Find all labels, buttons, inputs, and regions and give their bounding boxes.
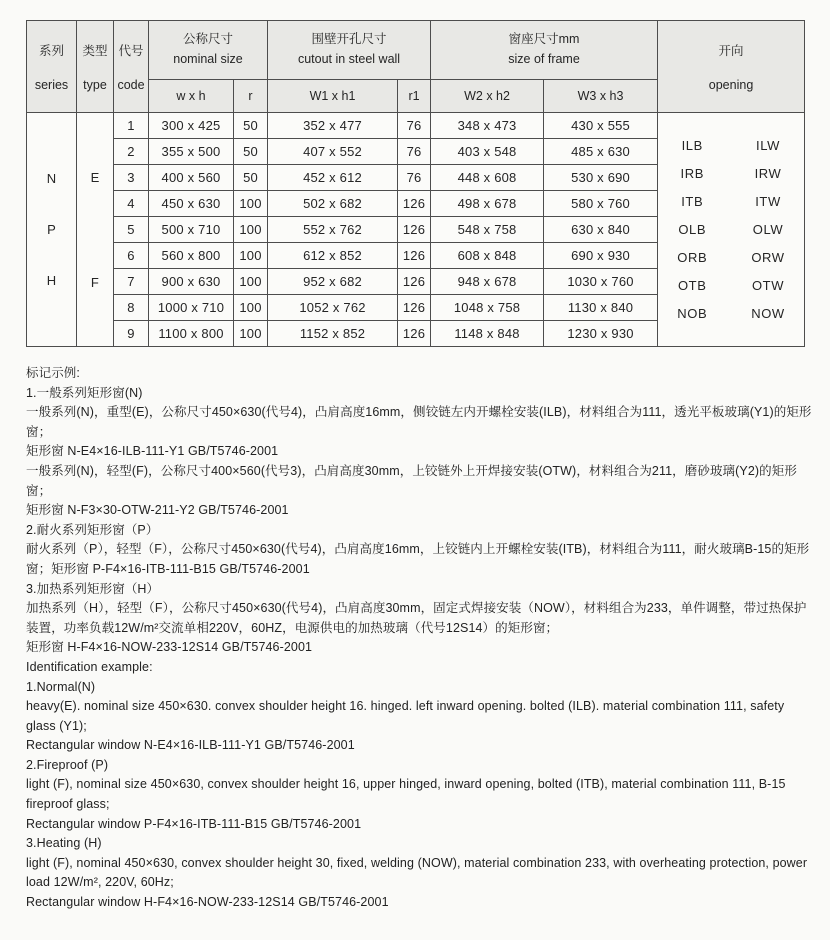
cell-cutout-r1: 76	[398, 165, 431, 191]
cell-code: 1	[114, 113, 149, 139]
cell-cutout-r1: 126	[398, 321, 431, 347]
note-line: Identification example:	[26, 659, 153, 674]
cell-frame-w2h2: 448 x 608	[431, 165, 544, 191]
cell-nominal-r: 50	[234, 165, 268, 191]
opening-code: ORW	[751, 250, 785, 265]
cell-cutout-w1h1: 552 x 762	[268, 217, 398, 243]
header-cutout-en: cutout in steel wall	[297, 51, 401, 66]
subheader-r: r	[234, 79, 268, 112]
cell-frame-w2h2: 548 x 758	[431, 217, 544, 243]
cell-frame-w3h3: 580 x 760	[544, 191, 658, 217]
cell-code: 8	[114, 295, 149, 321]
cell-cutout-w1h1: 1052 x 762	[268, 295, 398, 321]
cell-nominal-r: 100	[234, 321, 268, 347]
cell-cutout-w1h1: 612 x 852	[268, 243, 398, 269]
cell-cutout-r1: 126	[398, 243, 431, 269]
cell-frame-w2h2: 948 x 678	[431, 269, 544, 295]
header-type-zh: 类型	[82, 43, 108, 58]
note-line: 3.加热系列矩形窗（H）	[26, 581, 160, 596]
note-line: 加热系列（H），轻型（F），公称尺寸450×630(代号4)，凸肩高度30mm，固定式焊接安装（NOW），材料组合为233，单件调整，带过热保护装置，功率负载12W/m²交流单相220V，60HZ，电源供电的加热玻璃（代号12S14）的矩形窗；	[26, 601, 807, 635]
cell-nominal-r: 50	[234, 139, 268, 165]
cell-frame-w3h3: 485 x 630	[544, 139, 658, 165]
cell-frame-w2h2: 1048 x 758	[431, 295, 544, 321]
cell-frame-w3h3: 690 x 930	[544, 243, 658, 269]
cell-code: 3	[114, 165, 149, 191]
type-letter: F	[90, 274, 100, 290]
cell-nominal-r: 100	[234, 295, 268, 321]
cell-frame-w3h3: 530 x 690	[544, 165, 658, 191]
opening-code: NOW	[751, 306, 785, 321]
cell-frame-w2h2: 608 x 848	[431, 243, 544, 269]
opening-code: ITB	[681, 194, 704, 209]
cell-nominal-r: 100	[234, 269, 268, 295]
note-line: Rectangular window N-E4×16-ILB-111-Y1 GB/T5746-2001	[26, 738, 355, 753]
note-line: Rectangular window H-F4×16-NOW-233-12S14 GB/T5746-2001	[26, 895, 389, 910]
note-line: 矩形窗 N-E4×16-ILB-111-Y1 GB/T5746-2001	[26, 444, 279, 459]
header-type-en: type	[83, 78, 107, 93]
type-letter: E	[90, 169, 100, 185]
note-line: 1.一般系列矩形窗(N)	[26, 385, 143, 400]
header-frame-zh: 窗座尺寸mm	[508, 32, 580, 47]
opening-code: ILB	[681, 138, 703, 153]
header-series-en: series	[34, 78, 69, 93]
note-line: 耐火系列（P），轻型（F），公称尺寸450×630(代号4)，凸肩高度16mm，上铰链内上开螺栓安装(ITB)，材料组合为111，耐火玻璃B-15的矩形窗；矩形窗 P-F4×16-ITB-111-B15 GB/T5746-2001	[26, 542, 810, 576]
spec-table	[26, 20, 805, 347]
cell-nominal-wxh: 500 x 710	[149, 217, 234, 243]
header-code-zh: 代号	[118, 43, 144, 58]
note-line: 标记示例:	[26, 366, 80, 380]
cell-nominal-wxh: 1100 x 800	[149, 321, 234, 347]
note-line: 3.Heating (H)	[26, 836, 102, 851]
note-line: light (F), nominal 450×630, convex shoulder height 30, fixed, welding (NOW), material combination 233, with overheating protection, power load 12W/m², 220V, 60Hz;	[26, 855, 808, 890]
note-line: light (F), nominal size 450×630, convex shoulder height 16, upper hinged, inward opening, bolted (ITB), material combination 111, B-15 fireproof glass;	[26, 777, 786, 812]
header-series-zh: 系列	[38, 43, 64, 58]
header-nominal-zh: 公称尺寸	[183, 32, 234, 47]
cell-frame-w3h3: 430 x 555	[544, 113, 658, 139]
note-line: 2.耐火系列矩形窗（P）	[26, 522, 159, 537]
cell-nominal-wxh: 300 x 425	[149, 113, 234, 139]
spec-table-header	[27, 21, 805, 113]
note-line: heavy(E). nominal size 450×630. convex shoulder height 16. hinged. left inward opening. bolted (ILB). material combination 111, safety glass (Y1);	[26, 699, 785, 733]
cell-cutout-r1: 126	[398, 217, 431, 243]
opening-code: ILW	[756, 138, 780, 153]
cell-cutout-r1: 126	[398, 295, 431, 321]
cell-nominal-wxh: 1000 x 710	[149, 295, 234, 321]
cell-code: 5	[114, 217, 149, 243]
series-letter: H	[46, 273, 57, 288]
note-line: 2.Fireproof (P)	[26, 757, 109, 772]
header-series	[27, 21, 77, 113]
opening-code: OTB	[677, 278, 707, 293]
header-nominal-size	[149, 21, 268, 80]
subheader-w2h2: W2 x h2	[431, 79, 544, 112]
note-line: 一般系列(N)，轻型(F)，公称尺寸400×560(代号3)，凸肩高度30mm，上铰链外上开焊接安装(OTW)，材料组合为211，磨砂玻璃(Y2)的矩形窗；	[26, 463, 797, 498]
opening-code: OTW	[751, 278, 785, 293]
subheader-w3h3: W3 x h3	[544, 79, 658, 112]
header-opening	[658, 21, 805, 113]
series-letter: N	[46, 171, 57, 186]
cell-nominal-r: 100	[234, 191, 268, 217]
cell-code: 4	[114, 191, 149, 217]
cell-nominal-r: 100	[234, 243, 268, 269]
series-cell	[27, 113, 77, 347]
cell-frame-w3h3: 630 x 840	[544, 217, 658, 243]
cell-cutout-w1h1: 452 x 612	[268, 165, 398, 191]
cell-cutout-w1h1: 407 x 552	[268, 139, 398, 165]
note-line: 一般系列(N)，重型(E)，公称尺寸450×630(代号4)，凸肩高度16mm，侧铰链左内开螺栓安装(ILB)，材料组合为111，透光平板玻璃(Y1)的矩形窗；	[26, 405, 812, 439]
header-type	[77, 21, 114, 113]
cell-frame-w2h2: 348 x 473	[431, 113, 544, 139]
header-nominal-en: nominal size	[173, 51, 243, 66]
cell-nominal-wxh: 560 x 800	[149, 243, 234, 269]
cell-nominal-wxh: 355 x 500	[149, 139, 234, 165]
opening-code: NOB	[677, 306, 708, 321]
subheader-r1: r1	[398, 79, 431, 112]
cell-cutout-r1: 126	[398, 191, 431, 217]
cell-frame-w2h2: 403 x 548	[431, 139, 544, 165]
cell-frame-w3h3: 1130 x 840	[544, 295, 658, 321]
cell-cutout-w1h1: 502 x 682	[268, 191, 398, 217]
cell-nominal-r: 50	[234, 113, 268, 139]
type-cell	[77, 113, 114, 347]
cell-cutout-r1: 76	[398, 113, 431, 139]
cell-code: 9	[114, 321, 149, 347]
opening-cell	[658, 113, 805, 347]
cell-nominal-wxh: 900 x 630	[149, 269, 234, 295]
header-code	[114, 21, 149, 113]
header-opening-en: opening	[708, 78, 754, 93]
header-row-main	[27, 21, 805, 80]
cell-frame-w2h2: 498 x 678	[431, 191, 544, 217]
opening-code: OLB	[678, 222, 707, 237]
cell-cutout-w1h1: 1152 x 852	[268, 321, 398, 347]
cell-frame-w3h3: 1230 x 930	[544, 321, 658, 347]
header-cutout-zh: 围壁开孔尺寸	[311, 32, 387, 47]
note-line: 矩形窗 N-F3×30-OTW-211-Y2 GB/T5746-2001	[26, 503, 289, 518]
cell-cutout-w1h1: 352 x 477	[268, 113, 398, 139]
note-line: 矩形窗 H-F4×16-NOW-233-12S14 GB/T5746-2001	[26, 640, 313, 655]
header-frame-size	[431, 21, 658, 80]
note-line: 1.Normal(N)	[26, 679, 96, 694]
subheader-w1h1: W1 x h1	[268, 79, 398, 112]
opening-code: IRB	[680, 166, 704, 181]
cell-nominal-wxh: 450 x 630	[149, 191, 234, 217]
opening-code: OLW	[752, 222, 784, 237]
cell-code: 6	[114, 243, 149, 269]
header-code-en: code	[117, 78, 145, 93]
cell-frame-w3h3: 1030 x 760	[544, 269, 658, 295]
cell-frame-w2h2: 1148 x 848	[431, 321, 544, 347]
cell-cutout-r1: 76	[398, 139, 431, 165]
opening-code: IRW	[754, 166, 782, 181]
cell-cutout-r1: 126	[398, 269, 431, 295]
cell-code: 7	[114, 269, 149, 295]
cell-nominal-r: 100	[234, 217, 268, 243]
table-row	[27, 113, 805, 139]
series-letter: P	[47, 222, 56, 237]
opening-code: ORB	[677, 250, 708, 265]
note-line: Rectangular window P-F4×16-ITB-111-B15 GB/T5746-2001	[26, 816, 362, 831]
header-cutout	[268, 21, 431, 80]
notes-english	[26, 658, 814, 913]
spec-table-body	[27, 113, 805, 347]
notes-chinese	[26, 364, 814, 658]
subheader-wxh: w x h	[149, 79, 234, 112]
cell-code: 2	[114, 139, 149, 165]
cell-nominal-wxh: 400 x 560	[149, 165, 234, 191]
header-frame-en: size of frame	[508, 51, 580, 66]
cell-cutout-w1h1: 952 x 682	[268, 269, 398, 295]
opening-code: ITW	[755, 194, 781, 209]
header-opening-zh: 开向	[718, 43, 744, 58]
